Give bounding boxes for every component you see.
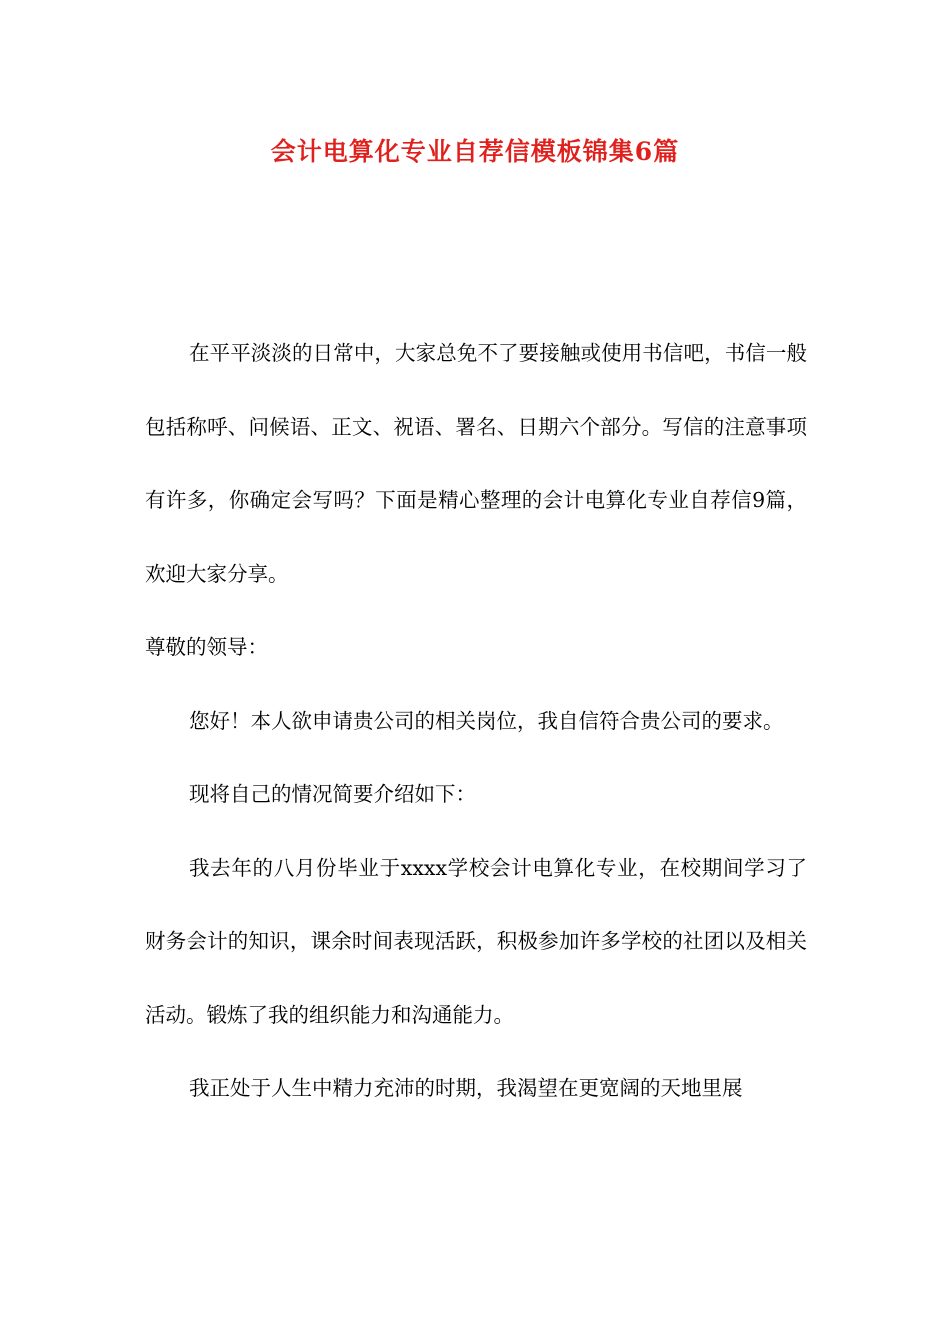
education-paragraph: 我去年的八月份毕业于xxxx学校会计电算化专业，在校期间学习了财务会计的知识，课余时间表现活跃，积极参加许多学校的社团以及相关活动。锻炼了我的组织能力和沟通能力。 xyxy=(145,855,807,1027)
document-body xyxy=(145,317,807,1126)
intro-paragraph: 在平平淡淡的日常中，大家总免不了要接触或使用书信吧，书信一般包括称呼、问候语、正文、祝语、署名、日期六个部分。写信的注意事项有许多，你确定会写吗？下面是精心整理的会计电算化专业自荐信9篇，欢迎大家分享。 xyxy=(145,341,807,586)
greeting-paragraph: 您好！本人欲申请贵公司的相关岗位，我自信符合贵公司的要求。 xyxy=(189,708,784,733)
introduction-lead: 现将自己的情况简要介绍如下： xyxy=(189,782,476,806)
aspiration-paragraph: 我正处于人生中精力充沛的时期，我渴望在更宽阔的天地里展 xyxy=(189,1076,743,1100)
document-title: 会计电算化专业自荐信模板锦集6篇 xyxy=(270,137,680,166)
salutation: 尊敬的领导： xyxy=(145,635,268,659)
